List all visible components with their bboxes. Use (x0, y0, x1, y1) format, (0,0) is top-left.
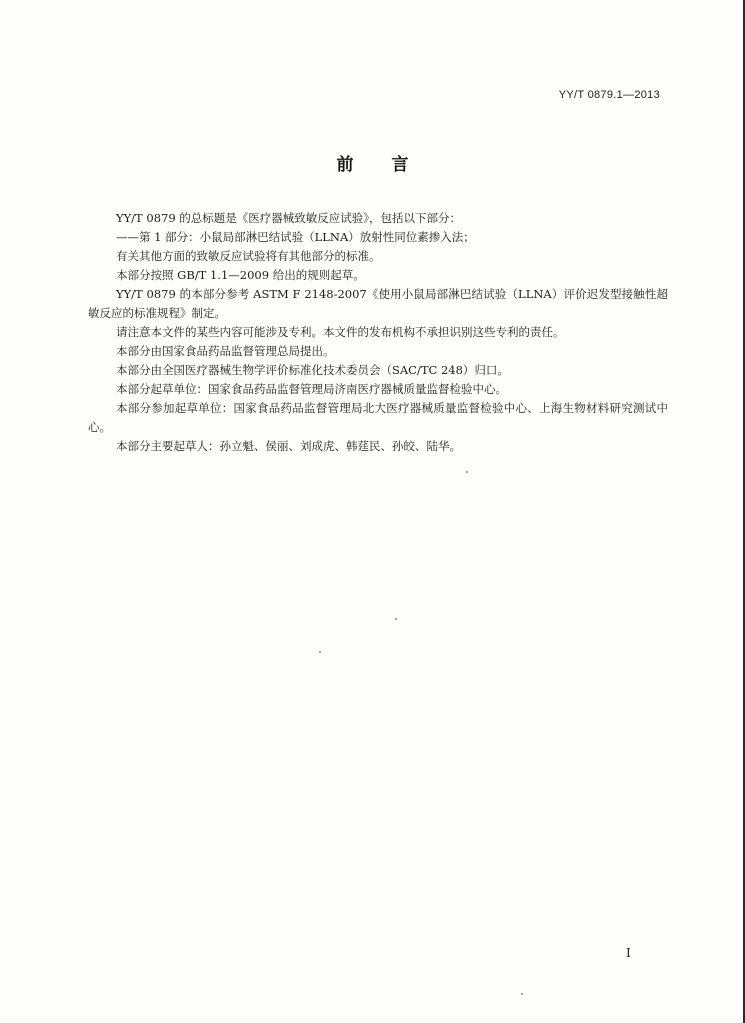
paragraph-participating-units: 本部分参加起草单位：国家食品药品监督管理局北大医疗器械质量监督检验中心、上海生物材料研究测试中心。 (88, 401, 668, 434)
page-number: I (626, 946, 631, 960)
paragraph-drafting-unit: 本部分起草单位：国家食品药品监督管理局济南医疗器械质量监督检验中心。 (116, 382, 507, 396)
paragraph-part-1: ——第 1 部分：小鼠局部淋巴结试验（LLNA）放射性同位素掺入法； (116, 230, 475, 244)
scan-speck (395, 618, 397, 620)
foreword-body (88, 209, 668, 456)
paragraph-main-drafters: 本部分主要起草人：孙立魁、侯丽、刘成虎、韩莛民、孙皎、陆华。 (116, 439, 461, 453)
scan-speck (319, 651, 321, 653)
paragraph-patent-notice: 请注意本文件的某些内容可能涉及专利。本文件的发布机构不承担识别这些专利的责任。 (116, 325, 565, 339)
page-title: 前言 (336, 155, 447, 175)
paragraph-reference-standard: YY/T 0879 的本部分参考 ASTM F 2148-2007《使用小鼠局部淋巴结试验（LLNA）评价迟发型接触性超敏反应的标准规程》制定。 (88, 287, 668, 320)
paragraph-administered-by: 本部分由全国医疗器械生物学评价标准化技术委员会（SAC/TC 248）归口。 (116, 363, 509, 377)
paragraph-drafting-rules: 本部分按照 GB/T 1.1—2009 给出的规则起草。 (116, 268, 365, 282)
standard-code-header: YY/T 0879.1—2013 (558, 89, 660, 101)
paragraph-overall-title: YY/T 0879 的总标题是《医疗器械致敏反应试验》，包括以下部分： (116, 211, 462, 225)
paragraph-proposed-by: 本部分由国家食品药品监督管理总局提出。 (116, 344, 335, 358)
scan-speck (521, 993, 523, 995)
scan-speck (466, 471, 468, 473)
paragraph-other-parts: 有关其他方面的致敏反应试验将有其他部分的标准。 (116, 249, 381, 263)
